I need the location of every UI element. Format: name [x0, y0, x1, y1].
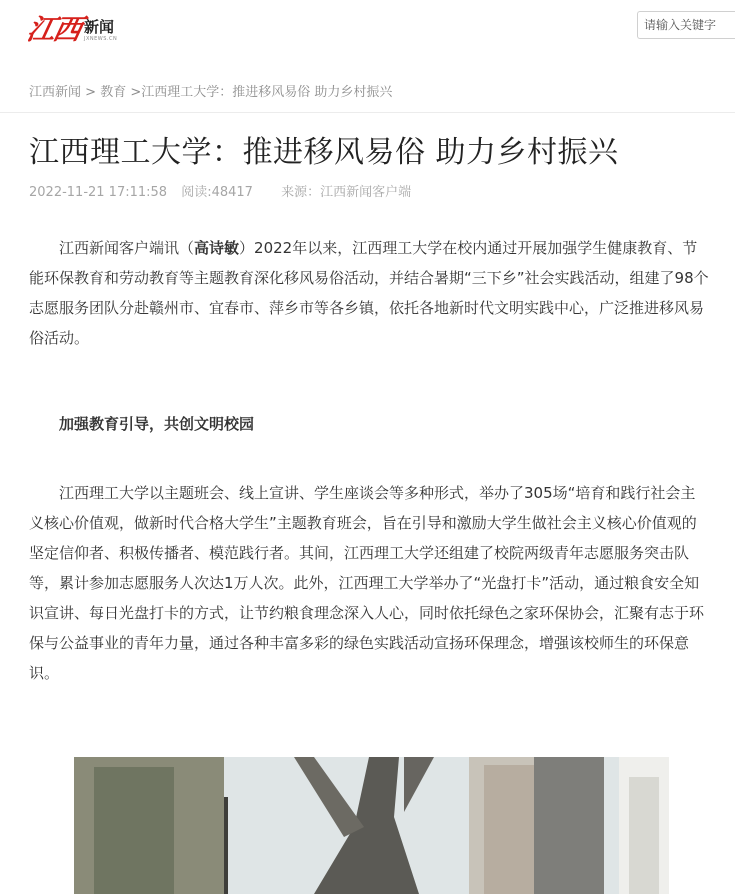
- article-paragraph: [29, 233, 709, 353]
- logo-brand-text: 江西: [24, 13, 84, 46]
- article-source: 来源：江西新闻客户端: [281, 185, 412, 200]
- site-logo[interactable]: [24, 8, 120, 46]
- author-name: 高诗敏: [194, 239, 240, 257]
- article-title: 江西理工大学：推进移风易俗 助力乡村振兴: [29, 135, 619, 170]
- logo-news-text: 新闻: [84, 18, 115, 36]
- photo-illustration: [74, 757, 669, 894]
- top-bar: [0, 0, 735, 52]
- article-photo: [74, 757, 669, 894]
- breadcrumb-item-education[interactable]: 教育: [100, 85, 127, 100]
- header-divider: [0, 112, 735, 113]
- article-meta: [29, 181, 421, 200]
- breadcrumb-item-home[interactable]: 江西新闻: [29, 85, 82, 100]
- article-paragraph: 江西理工大学以主题班会、线上宣讲、学生座谈会等多种形式，举办了305场“培育和践行社会主义核心价值观，做新时代合格大学生”主题教育班会，旨在引导和激励大学生做社会主义核心价值观的坚定信仰者、积极传播者、模范践行者。其间，江西理工大学还组建了校院两级青年志愿服务突击队等，累计参加志愿服务人次达1万人次。此外，江西理工大学举办了“光盘打卡”活动，通过粮食安全知识宣讲、每日光盘打卡的方式，让节约粮食理念深入人心，同时依托绿色之家环保协会，汇聚有志于环保与公益事业的青年力量，通过各种丰富多彩的绿色实践活动宣扬环保理念，增强该校师生的环保意识。: [29, 484, 705, 682]
- paragraph-lead: 江西新闻客户端讯（: [59, 239, 195, 257]
- breadcrumb-item-current[interactable]: 江西理工大学：推进移风易俗 助力乡村振兴: [141, 85, 393, 100]
- publish-datetime: 2022-11-21 17:11:58: [29, 185, 168, 200]
- breadcrumb: [29, 81, 392, 100]
- section-heading: 加强教育引导，共创文明校园: [59, 415, 255, 433]
- breadcrumb-separator: >: [81, 85, 101, 100]
- paragraph-body: ）2022年以来，江西理工大学在校内通过开展加强学生健康教育、节能环保教育和劳动教育等主题教育深化移风易俗活动，并结合暑期“三下乡”社会实践活动，组建了98个志愿服务团队分赴赣州市、宜春市、萍乡市等各乡镇，依托各地新时代文明实践中心，广泛推进移风易俗活动。: [29, 239, 709, 347]
- breadcrumb-separator: >: [126, 85, 142, 100]
- read-count: 阅读:48417: [181, 185, 253, 200]
- logo-domain-text: JXNEWS.CN: [84, 36, 118, 42]
- search-input[interactable]: [637, 11, 735, 39]
